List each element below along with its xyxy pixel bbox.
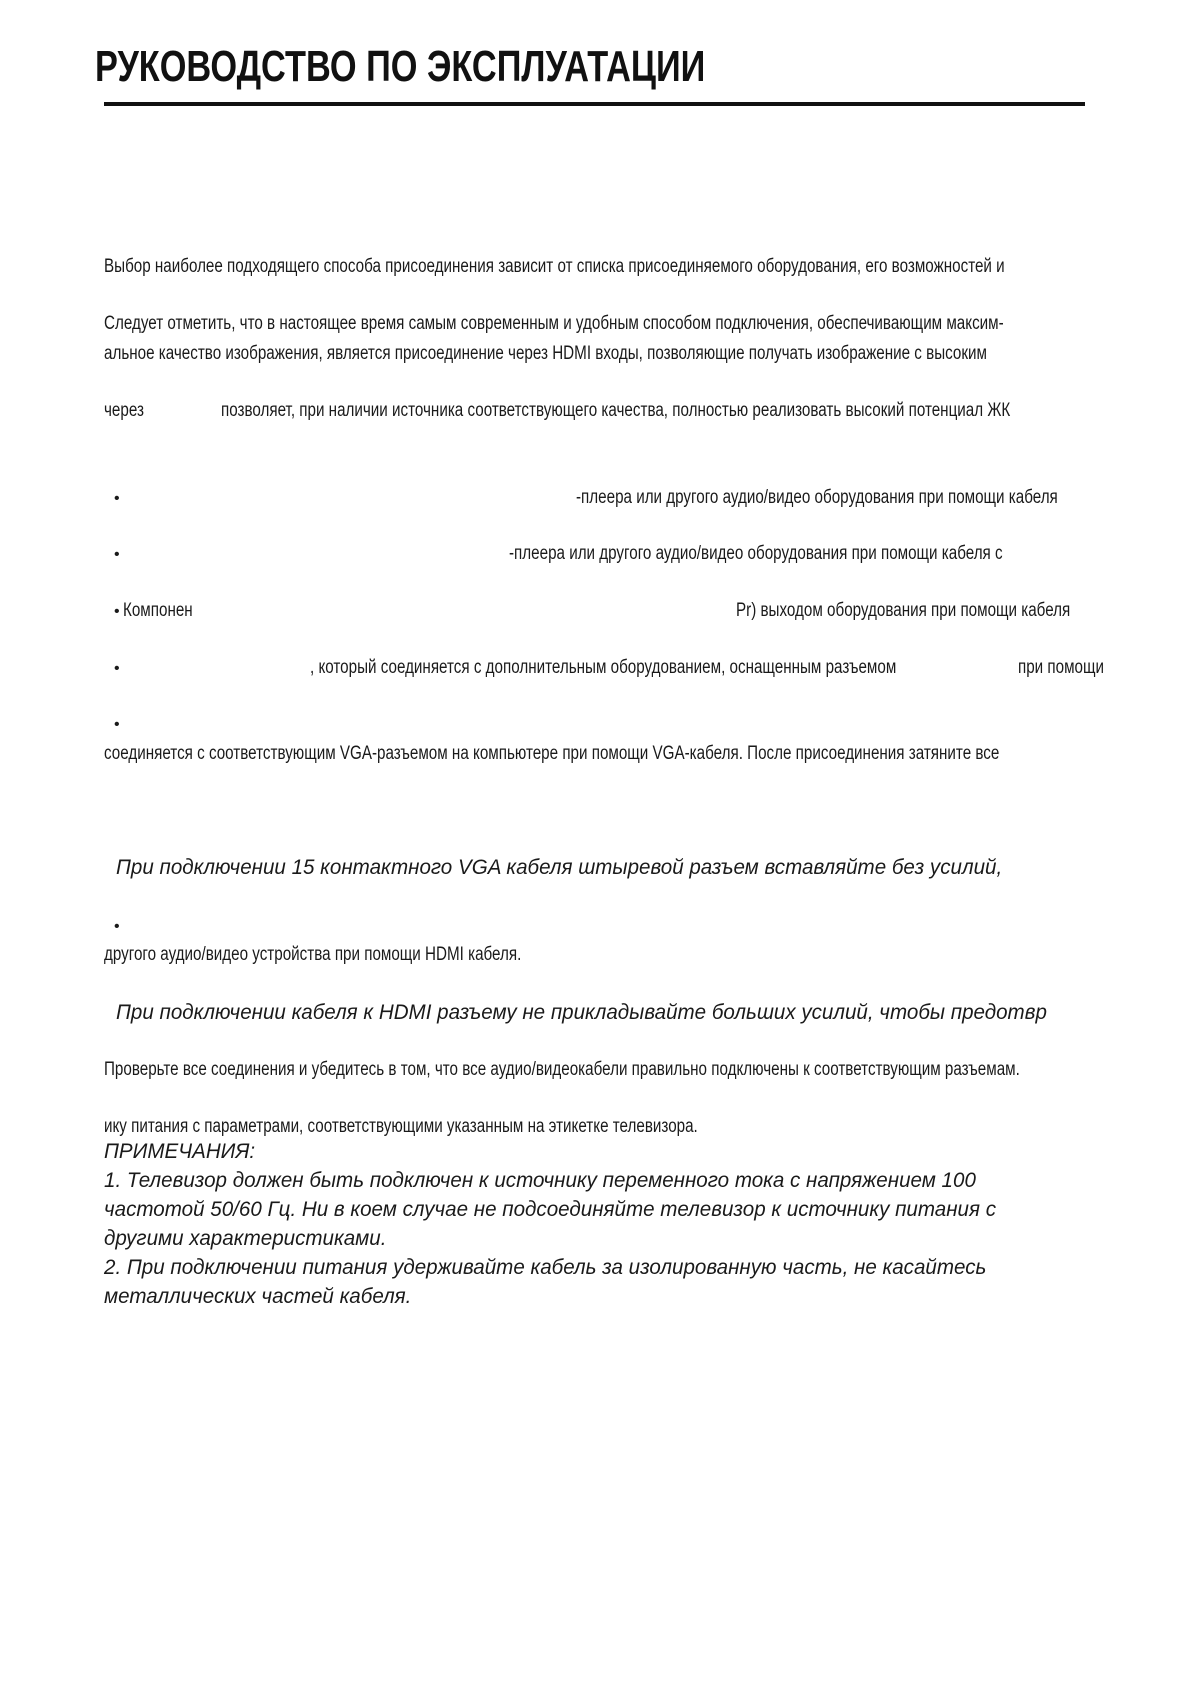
bullet-marker: • xyxy=(114,716,120,733)
note-line: 1. Телевизор должен быть подключен к источнику переменного тока с напряжением 100 xyxy=(104,1169,976,1192)
bullet-marker: • xyxy=(114,546,120,563)
bullet-marker: • xyxy=(114,490,120,507)
bullet-text-end: при помощи xyxy=(1018,657,1104,678)
check-connections-text: Проверьте все соединения и убедитесь в том, что все аудио/видеокабели правильно подключены к соответствующим разъемам. xyxy=(104,1059,1020,1080)
hdmi-paragraph-line-2: альное качество изображения, является присоединение через HDMI входы, позволяющие получать изображение с высоким xyxy=(104,343,987,364)
note-line: 2. При подключении питания удерживайте кабель за изолированную часть, не касайтесь xyxy=(104,1256,987,1279)
through-line-rest: позволяет, при наличии источника соответствующего качества, полностью реализовать высокий потенциал ЖК xyxy=(221,400,1011,421)
hdmi-paragraph-line-1: Следует отметить, что в настоящее время самым современным и удобным способом подключения, обеспечивающим максим- xyxy=(104,313,1004,334)
power-text: ику питания с параметрами, соответствующими указанным на этикетке телевизора. xyxy=(104,1116,698,1137)
bullet-text-start: Компонен xyxy=(123,600,193,621)
bullet-text: Pr) выходом оборудования при помощи кабеля xyxy=(736,600,1071,621)
note-line: частотой 50/60 Гц. Ни в коем случае не подсоединяйте телевизор к источнику питания с xyxy=(104,1198,997,1221)
bullet-text: -плеера или другого аудио/видео оборудования при помощи кабеля с xyxy=(509,543,1003,564)
hdmi-bullet-text: другого аудио/видео устройства при помощи HDMI кабеля. xyxy=(104,944,522,965)
bullet-text: -плеера или другого аудио/видео оборудования при помощи кабеля xyxy=(576,487,1058,508)
note-line: металлических частей кабеля. xyxy=(104,1285,412,1308)
vga-note: При подключении 15 контактного VGA кабеля штыревой разъем вставляйте без усилий, xyxy=(116,856,1003,879)
title-underline xyxy=(104,102,1085,106)
through-line-start: через xyxy=(104,400,144,421)
bullet-text: , который соединяется с дополнительным оборудованием, оснащенным разъемом xyxy=(310,657,897,678)
note-line: другими характеристиками. xyxy=(104,1227,387,1250)
hdmi-note: При подключении кабеля к HDMI разъему не прикладывайте больших усилий, чтобы предотвр xyxy=(116,1001,1047,1024)
bullet-marker: • xyxy=(114,918,120,935)
notes-heading: ПРИМЕЧАНИЯ: xyxy=(104,1140,256,1163)
bullet-marker: • xyxy=(114,660,120,677)
page-title: РУКОВОДСТВО ПО ЭКСПЛУАТАЦИИ xyxy=(95,42,706,91)
intro-text: Выбор наиболее подходящего способа присоединения зависит от списка присоединяемого оборудования, его возможностей и xyxy=(104,256,1005,277)
bullet-marker: • xyxy=(114,603,120,620)
vga-text: соединяется с соответствующим VGA-разъемом на компьютере при помощи VGA-кабеля. После присоединения затяните все xyxy=(104,743,1000,764)
